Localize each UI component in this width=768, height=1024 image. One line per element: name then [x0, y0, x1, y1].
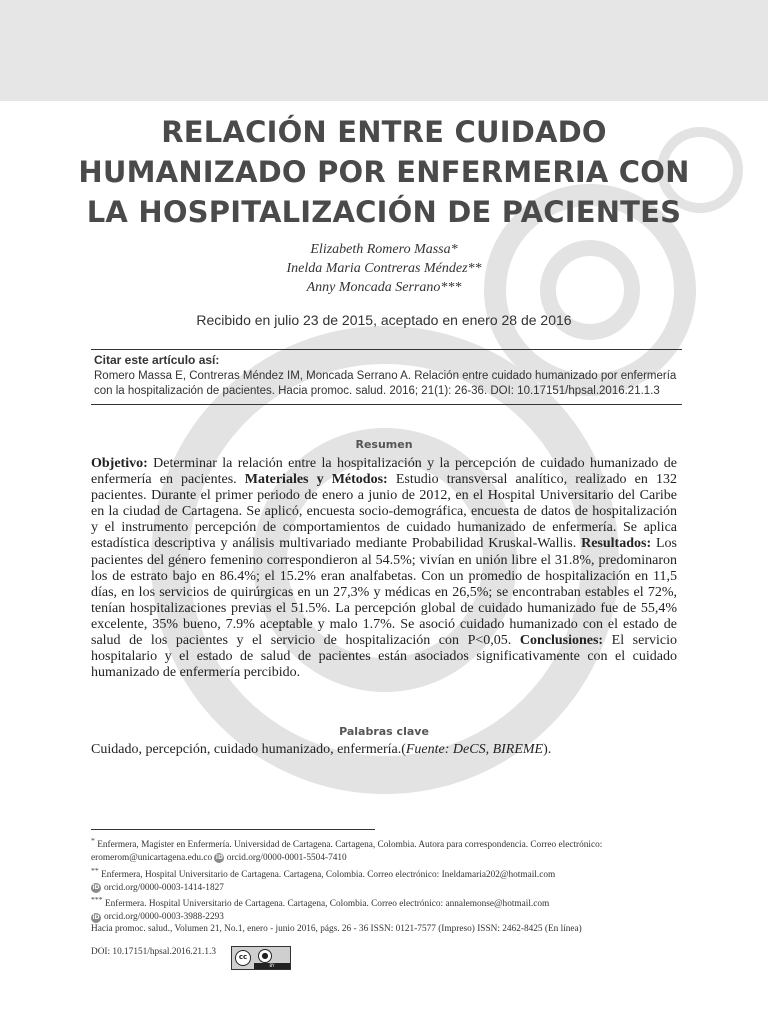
conclusiones-text: El servicio hospitalario y el estado de salud de pacientes están asociados significativamente con el cuidado humanizado de enfermería percibido. [91, 633, 677, 681]
person-icon: ● [258, 949, 272, 963]
metodos-label: Materiales y Métodos: [244, 472, 388, 488]
orcid-icon: iD [92, 913, 100, 921]
keywords-text [91, 742, 677, 758]
footnote-1 [91, 835, 681, 865]
orcid-line [91, 911, 681, 924]
resultados-label: Resultados: [581, 536, 652, 552]
orcid-link[interactable]: orcid.org/0000-0003-3988-2293 [104, 912, 224, 923]
article-title: RELACIÓN ENTRE CUIDADO HUMANIZADO POR ENFERMERIA CON LA HOSPITALIZACIÓN DE PACIENTES [78, 115, 690, 229]
journal-info: Hacia promoc. salud., Volumen 21, No.1, enero - junio 2016, págs. 26 - 36 ISSN: 0121-7577 (Impreso) ISSN: 2462-8425 (En línea) [91, 924, 582, 934]
metodos-text: Estudio transversal analítico, realizado en 132 pacientes. Durante el primer periodo de enero a junio de 2012, en el Hospital Universitario del Caribe en la ciudad de Cartagena. Se aplicó, encuesta socio-demográfica, encuesta de datos de hospitalización y el instrumento percepción de comportamientos de cuidado humanizado de enfermería. Se aplica estadística descriptiva y análisis multivariado mediante Probabilidad Kruskal-Wallis. [91, 472, 677, 552]
footnote-3 [91, 894, 681, 911]
footnote-divider [91, 829, 375, 830]
author-name: Inelda Maria Contreras Méndez** [286, 261, 482, 276]
conclusiones-label: Conclusiones: [519, 633, 604, 649]
footnote-2 [91, 865, 681, 882]
cc-icon: cc [235, 950, 251, 966]
abstract-heading: Resumen [355, 438, 413, 451]
received-dates: Recibido en julio 23 de 2015, aceptado en enero 28 de 2016 [196, 312, 572, 328]
resultados-text: Los pacientes del género femenino correspondieron al 54.5%; vivían en unión libre el 31.8%, predominaron los de estrato bajo en 86.4%; el 15.2% eran analfabetas. Con un promedio de hospitalización en 11,5 días, en los servicios de quirúrgicas en un 27,3% y médicas en 26,5%; se encontraban estables el 72%, tenían hospitalizaciones previas el 51.5%. La percepción global de cuidado humanizado fue de 55,4% excelente, 35% bueno, 7.9% aceptable y malo 1.7%. Se asoció cuidado humanizado con el estado de salud de los pacientes y el servicio de hospitalización con P<0,05. [91, 536, 678, 649]
footnote-mark: ** [91, 865, 99, 875]
keywords-source: Fuente: DeCS, BIREME [405, 742, 544, 757]
citation-heading: Citar este artículo así: [94, 353, 220, 367]
orcid-link[interactable]: orcid.org/0000-0003-1414-1827 [104, 882, 224, 893]
doi-text[interactable]: DOI: 10.17151/hpsal.2016.21.1.3 [91, 947, 216, 957]
footnote-mark: *** [91, 895, 103, 905]
citation-text: Romero Massa E, Contreras Méndez IM, Moncada Serrano A. Relación entre cuidado humanizado por enfermería con la hospitalización de pacientes. Hacia promoc. salud. 2016; 21(1): 26-36. DOI: 10.17151/hpsal.2016.21.1.3 [94, 369, 677, 397]
footnote-text: Enfermera, Hospital Universitario de Cartagena. Cartagena, Colombia. Correo electrónico: Ineldamaria202@hotmail.com [98, 869, 556, 880]
author-name: Anny Moncada Serrano*** [306, 280, 462, 295]
citation-box [91, 349, 682, 405]
footnote-text: Enfermera. Hospital Universitario de Cartagena. Cartagena, Colombia. Correo electrónico: annalemonse@hotmail.com [102, 899, 550, 910]
cc-by-license-badge[interactable] [231, 946, 291, 970]
keywords-list: Cuidado, percepción, cuidado humanizado, enfermería.( [91, 742, 406, 757]
footnote-mark: * [91, 836, 95, 845]
footnote-text: Enfermera, Magister en Enfermería. Universidad de Cartagena. Cartagena, Colombia. Autora para correspondencia. Correo electrónico: eromerom@unicartagena.edu.co [91, 840, 603, 863]
orcid-icon: iD [215, 853, 223, 861]
orcid-icon: iD [92, 883, 100, 891]
author-name: Elizabeth Romero Massa* [310, 242, 458, 257]
objetivo-label: Objetivo: [91, 456, 148, 471]
author-list [184, 240, 584, 297]
orcid-link[interactable]: orcid.org/0000-0001-5504-7410 [226, 852, 347, 863]
abstract-body [91, 456, 677, 681]
objetivo-text: Determinar la relación entre la hospitalización y la percepción de cuidado humanizado de enfermería en pacientes. [91, 456, 677, 488]
by-label: BY [254, 963, 290, 969]
keywords-close: ). [543, 742, 552, 757]
orcid-line [91, 882, 681, 895]
keywords-heading: Palabras clave [339, 725, 429, 738]
footnotes [91, 835, 681, 924]
